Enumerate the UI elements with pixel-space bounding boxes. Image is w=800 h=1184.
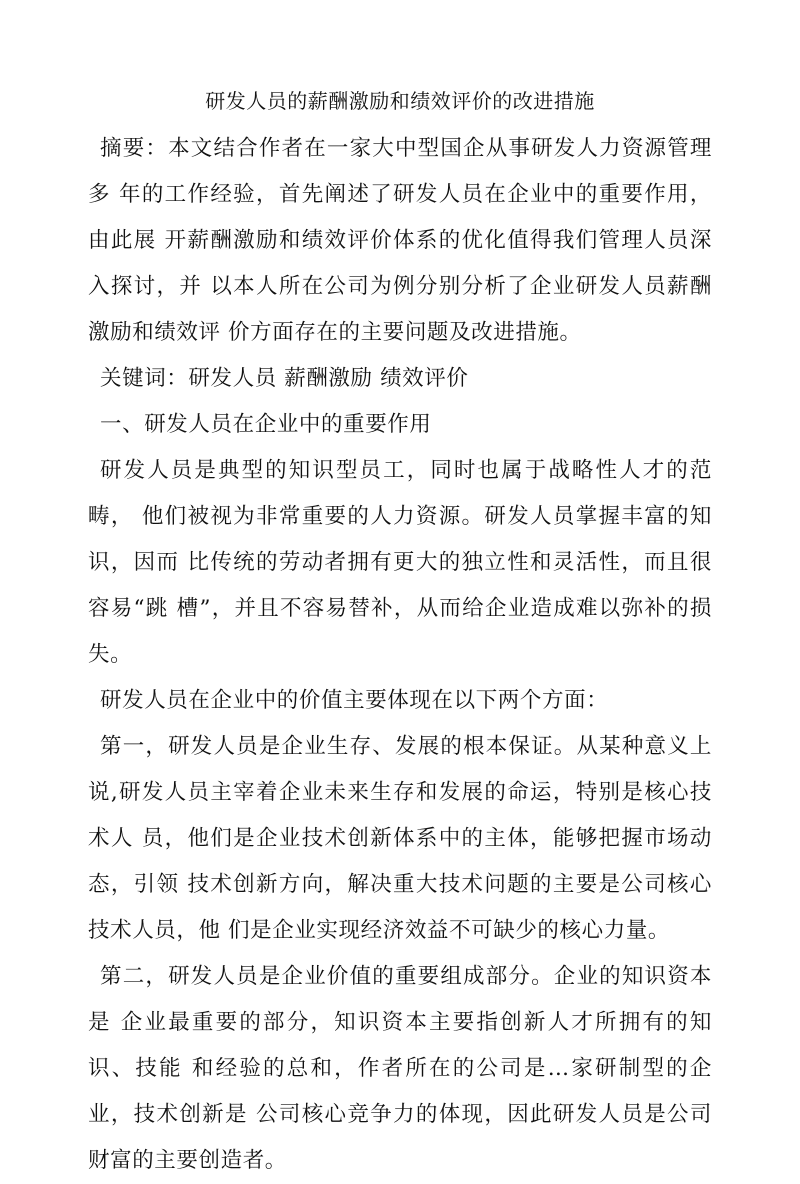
keywords-line: 关键词：研发人员 薪酬激励 绩效评价: [100, 366, 469, 391]
body-paragraph: 研发人员在企业中的价值主要体现在以下两个方面：: [100, 688, 609, 713]
abstract-paragraph: 摘要：本文结合作者在一家大中型国企从事研发人力资源管理多 年的工作经验，首先阐述了研发人员在企业中的重要作用，由此展 开薪酬激励和绩效评价体系的优化值得我们管理人员深入探讨，并 以本人所在公司为例分别分析了企业研发人员薪酬激励和绩效评 价方面存在的主要问题及改进措施。: [88, 136, 712, 345]
body-paragraph: 研发人员是典型的知识型员工，同时也属于战略性人才的范畴， 他们被视为非常重要的人力资源。研发人员掌握丰富的知识，因而 比传统的劳动者拥有更大的独立性和灵活性，而且很容易“跳 槽”，并且不容易替补，从而给企业造成难以弥补的损失。: [88, 458, 712, 667]
body-paragraph: 第一，研发人员是企业生存、发展的根本保证。从某种意义上说,研发人员主宰着企业未来生存和发展的命运，特别是核心技术人 员，他们是企业技术创新体系中的主体，能够把握市场动态，引领 技术创新方向，解决重大技术问题的主要是公司核心技术人员，他 们是企业实现经济效益不可缺少的核心力量。: [88, 734, 712, 943]
section-heading: 一、研发人员在企业中的重要作用: [100, 412, 432, 437]
document-title: 研发人员的薪酬激励和绩效评价的改进措施: [205, 89, 595, 113]
body-paragraph: 第二，研发人员是企业价值的重要组成部分。企业的知识资本是 企业最重要的部分，知识资本主要指创新人才所拥有的知识、技能 和经验的总和，作者所在的公司是…家研制型的企业，技术创新是 公司核心竞争力的体现，因此研发人员是公司财富的主要创造者。: [88, 964, 712, 1173]
